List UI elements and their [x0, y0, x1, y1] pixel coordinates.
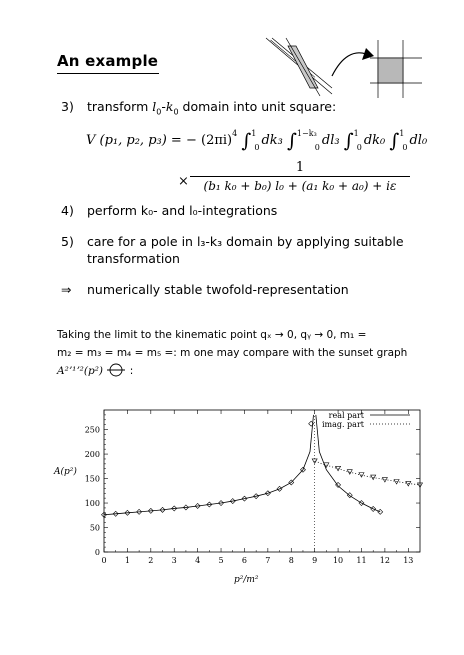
math-l: l [152, 99, 157, 114]
item-text: transform [87, 99, 153, 114]
dash: - [161, 99, 166, 114]
x-tick-label: 6 [241, 556, 247, 565]
paragraph-colon: : [129, 365, 134, 377]
formula-power: 4 [232, 129, 238, 138]
paragraph-line-3 [57, 363, 133, 380]
lower-limit: 0 [402, 143, 408, 152]
differential: dk₃ [261, 133, 283, 148]
x-tick-label: 3 [171, 556, 177, 565]
lower-limit: 0 [254, 143, 260, 152]
item-text: care for a pole in l₃-k₃ domain by applying suitable [87, 234, 404, 249]
item-text: domain into unit square: [178, 99, 337, 114]
formula-denominator: (b₁ k₀ + b₀) l₀ + (a₁ k₀ + a₀) + iε [203, 179, 397, 193]
integral-sign: ∫ [389, 130, 400, 152]
legend-label: imag. part [321, 420, 364, 429]
series-line [315, 461, 420, 485]
y-tick-label: 100 [84, 499, 100, 509]
list-item-3 [61, 98, 336, 121]
sunset-label: A²ʼ¹ʼ²(p²) [57, 365, 104, 377]
x-tick-label: 1 [124, 556, 130, 565]
math-k: k [165, 99, 174, 114]
lower-limit: 0 [314, 143, 320, 152]
x-tick-label: 2 [148, 556, 154, 565]
differential: dk₀ [363, 133, 386, 148]
integral-sign: ∫ [287, 130, 297, 152]
item-number: 4) [61, 203, 74, 218]
series-line [104, 415, 380, 515]
lower-limit: 0 [356, 143, 362, 152]
y-tick-label: 250 [84, 425, 100, 435]
x-tick-label: 13 [403, 556, 414, 565]
plot-frame [104, 410, 420, 552]
formula-prefactor: − (2πi) [185, 133, 233, 148]
x-axis-label: p²/m² [234, 575, 259, 585]
list-item-conclusion [61, 281, 349, 298]
x-tick-label: 12 [379, 556, 390, 565]
x-tick-label: 4 [195, 556, 201, 565]
differential: dl₀ [409, 133, 428, 148]
list-item-5 [61, 233, 404, 250]
sunset-chart [50, 402, 426, 586]
subscript: 0 [173, 107, 179, 117]
item-number: 5) [61, 234, 74, 249]
transformation-diagram [262, 36, 422, 98]
upper-limit: 1 [251, 129, 257, 138]
x-tick-label: 0 [101, 556, 107, 565]
y-tick-label: 0 [94, 548, 100, 557]
item-number: 3) [61, 99, 74, 114]
integral-sign: ∫ [241, 130, 252, 152]
skewed-domain-icon [266, 38, 332, 96]
x-tick-label: 7 [265, 556, 271, 565]
title-underline [57, 73, 159, 74]
formula-times: × [178, 174, 189, 189]
fraction-bar [190, 176, 410, 177]
subscript: 0 [156, 107, 162, 117]
differential: dl₃ [321, 133, 340, 148]
legend-label: real part [328, 411, 364, 420]
upper-limit: 1 [353, 129, 359, 138]
upper-limit: 1 [399, 129, 405, 138]
integral-formula [86, 130, 427, 152]
list-item-4 [61, 202, 277, 219]
x-tick-label: 10 [332, 556, 344, 565]
paragraph-line-1: Taking the limit to the kinematic point qₓ → 0, qᵧ → 0, m₁ = [57, 329, 367, 341]
slide-title: An example [57, 52, 159, 70]
sunset-graph-icon [106, 363, 126, 377]
x-tick-label: 9 [312, 556, 318, 565]
curved-arrow-icon [332, 48, 374, 76]
formula-lhs: V (p₁, p₂, p₃) = [86, 133, 182, 148]
y-tick-label: 150 [84, 474, 100, 484]
paragraph-line-2: m₂ = m₃ = m₄ = m₅ =: m one may compare with the sunset graph [57, 347, 408, 359]
y-tick-label: 50 [89, 523, 100, 533]
formula-numerator: 1 [295, 160, 305, 175]
item-text: numerically stable twofold-representation [87, 282, 349, 297]
upper-limit: 1−k₃ [296, 129, 317, 138]
implies-icon: ⇒ [61, 282, 72, 297]
list-item-5-continuation: transformation [87, 251, 180, 266]
x-tick-label: 8 [288, 556, 294, 565]
item-text: perform k₀- and l₀-integrations [87, 203, 278, 218]
x-tick-label: 5 [218, 556, 224, 565]
y-axis-label: A(p²) [54, 467, 77, 477]
x-tick-label: 11 [356, 556, 367, 565]
integral-sign: ∫ [343, 130, 354, 152]
y-tick-label: 200 [84, 450, 100, 460]
unit-square-icon [370, 40, 422, 98]
